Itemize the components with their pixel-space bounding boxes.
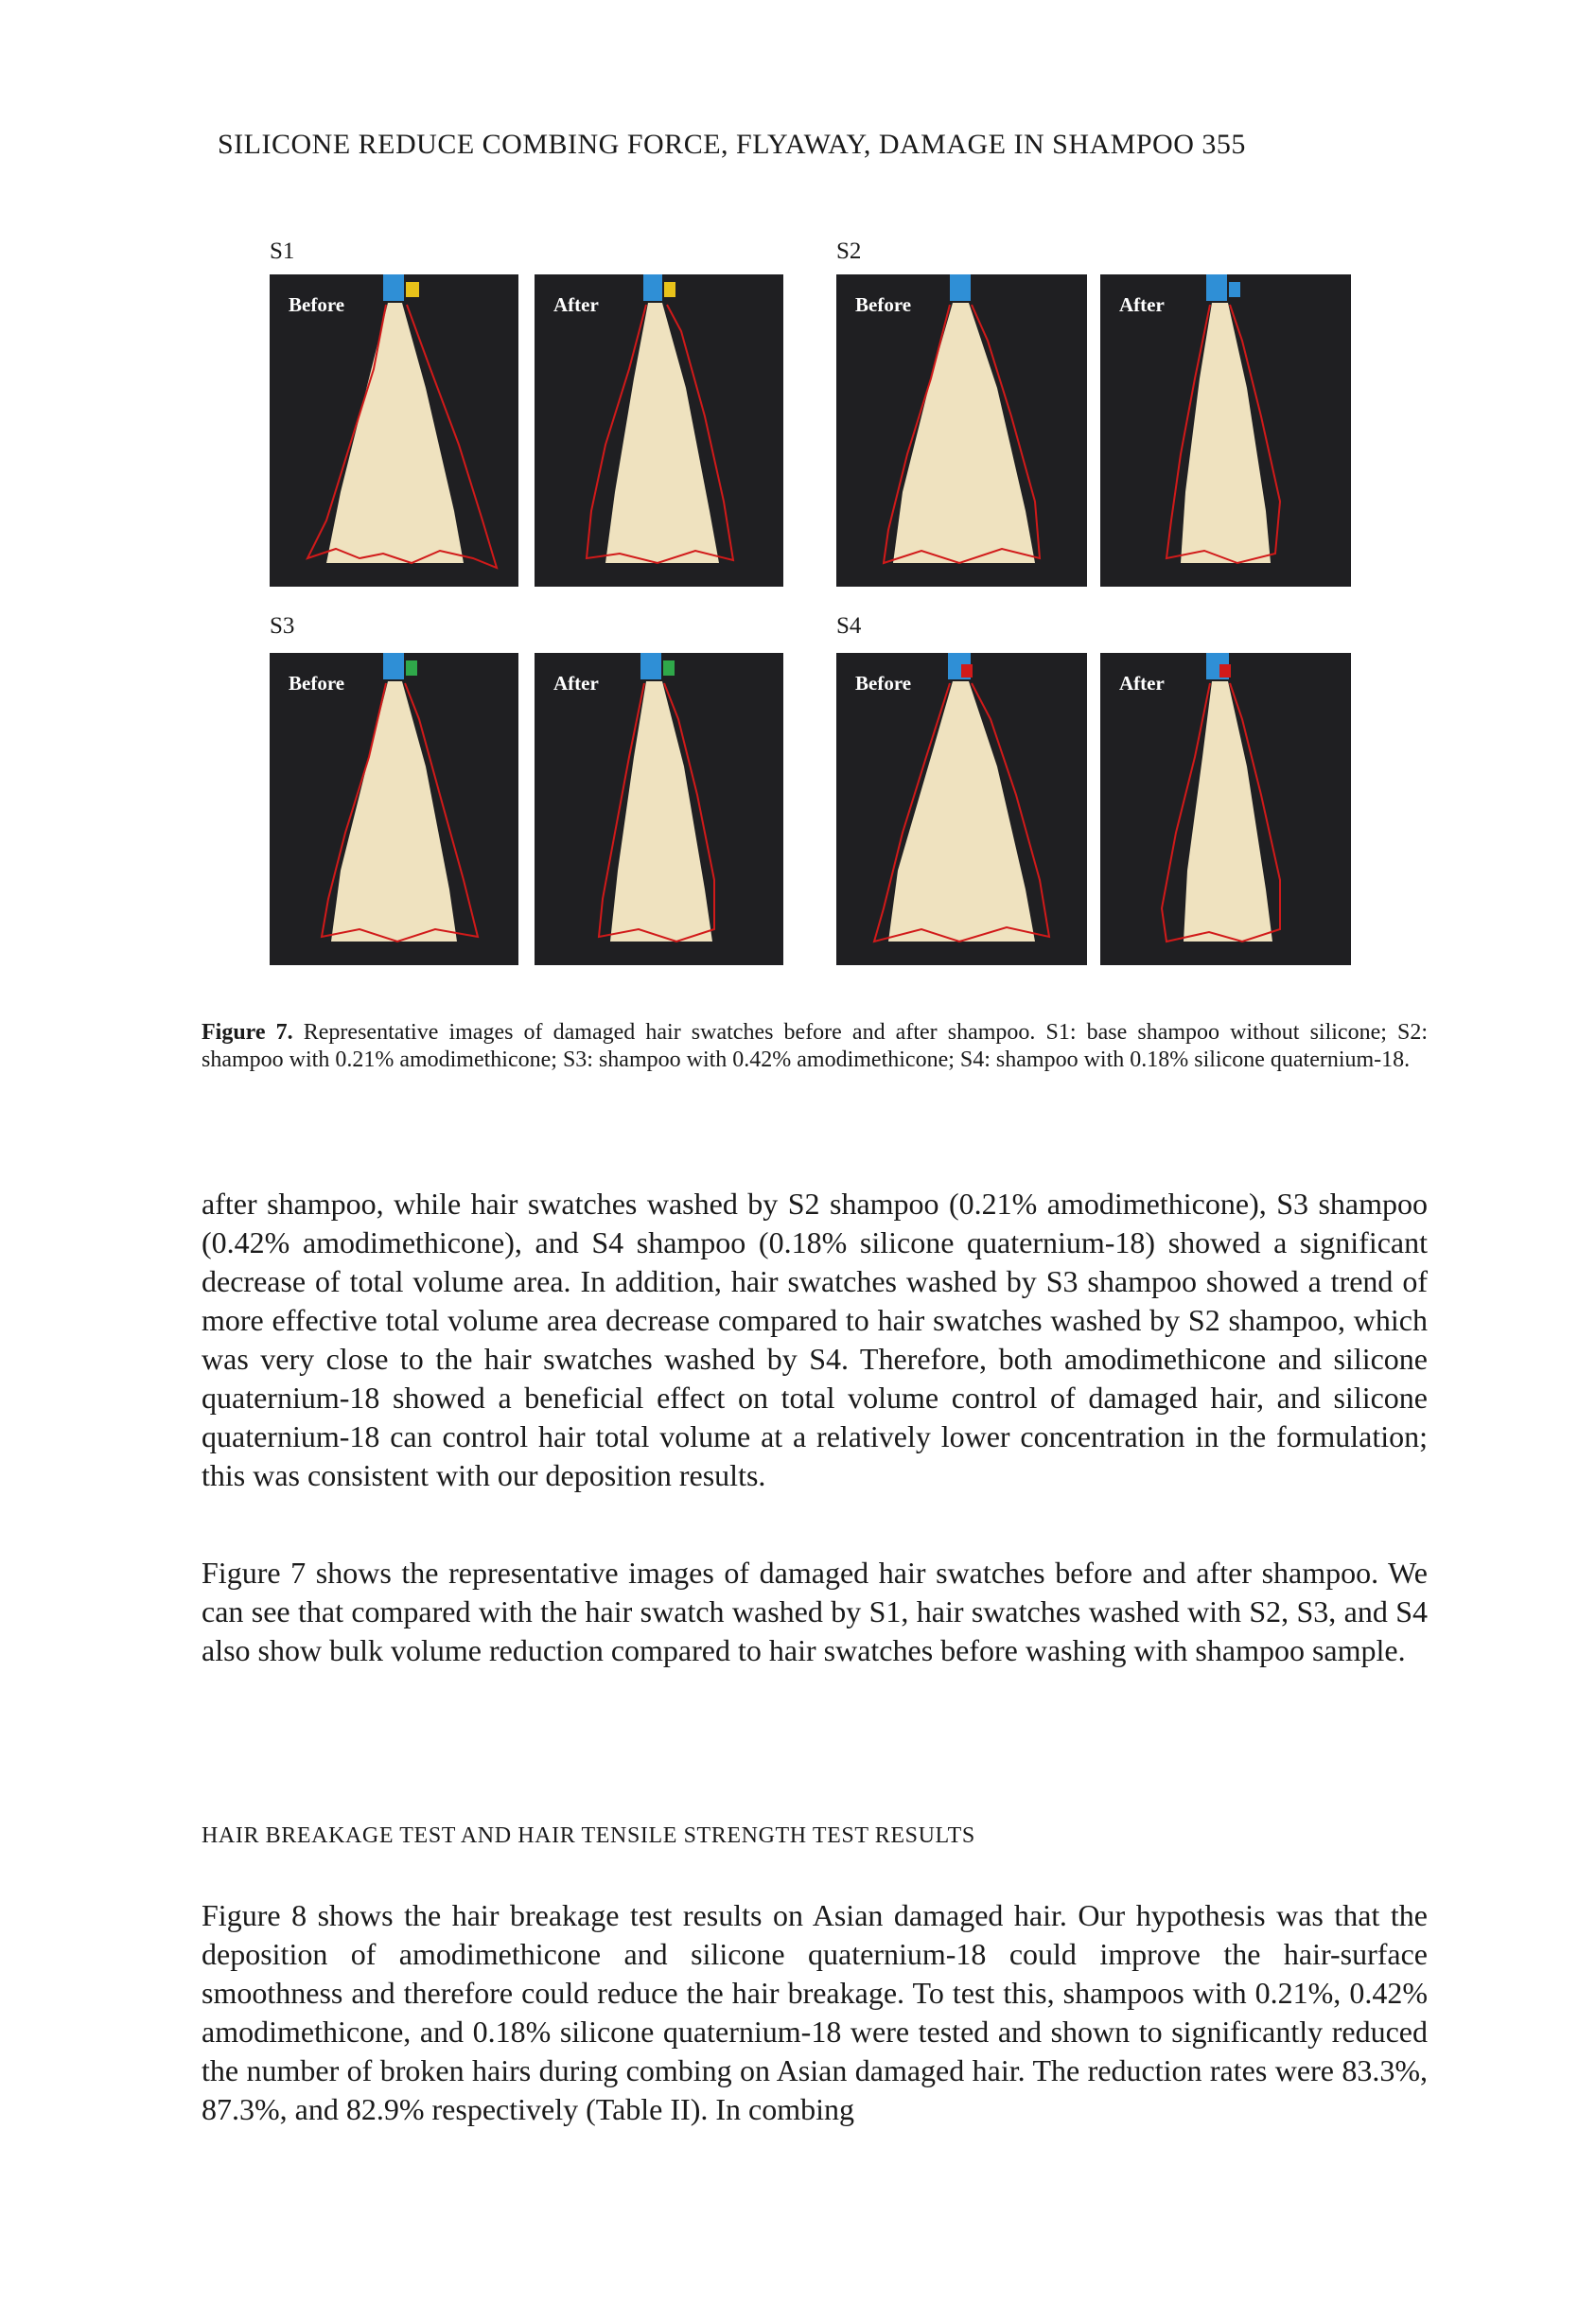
hair-swatch-image — [1100, 653, 1351, 965]
hair-swatch-image — [1100, 274, 1351, 587]
s4-after-photo — [1100, 653, 1351, 965]
s2-after-photo — [1100, 274, 1351, 587]
before-tag: Before — [855, 293, 912, 316]
figure-caption — [202, 1019, 1428, 1074]
paragraph-1: after shampoo, while hair swatches washed by S2 shampoo (0.21% amodimethicone), S3 shampoo (0.42% amodimethicone), and S4 shampoo (0.18% silicone quaternium-18) showed a significant decrease of total volume area. In addition, hair swatches washed by S3 shampoo showed a trend of more effective total volume area decrease compared to hair swatches washed by S2 shampoo, which was very close to the hair swatches washed by S4. Therefore, both amodimethicone and silicone quaternium-18 showed a beneficial effect on total volume control of damaged hair, and silicone quaternium-18 can control hair total volume at a relatively lower concentration in the formulation; this was consistent with our deposition results. — [202, 1187, 1428, 1492]
after-tag: After — [553, 293, 599, 316]
hair-swatch-image — [836, 274, 1087, 587]
after-tag: After — [1119, 293, 1165, 316]
hair-swatch-image — [270, 653, 518, 965]
after-tag: After — [553, 672, 599, 695]
s3-before-photo — [270, 653, 518, 965]
paragraph-3: Figure 8 shows the hair breakage test results on Asian damaged hair. Our hypothesis was that the deposition of amodimethicone and silicone quaternium-18 could improve the hair-surface smoothness and therefore could reduce the hair breakage. To test this, shampoos with 0.21%, 0.42% amodimethicone, and 0.18% silicone quaternium-18 were tested and shown to significantly reduced the number of broken hairs during combing on Asian damaged hair. The reduction rates were 83.3%, 87.3%, and 82.9% respectively (Table II). In combing — [202, 1898, 1428, 2126]
s2-before-photo — [836, 274, 1087, 587]
hair-swatch-image — [270, 274, 518, 587]
before-tag: Before — [289, 672, 345, 695]
s3-after-photo — [535, 653, 783, 965]
panel-label-s3: S3 — [270, 613, 295, 639]
caption-text: Representative images of damaged hair swatches before and after shampoo. S1: base shampoo without silicone; S2: shampoo with 0.21% amodimethicone; S3: shampoo with 0.42% amodimethicone; S4: shampoo with 0.18% silicone quaternium-18. — [202, 1020, 1429, 1072]
panel-label-s2: S2 — [836, 238, 862, 264]
section-heading: HAIR BREAKAGE TEST AND HAIR TENSILE STRENGTH TEST RESULTS — [202, 1823, 975, 1848]
before-tag: Before — [855, 672, 912, 695]
hair-swatch-image — [836, 653, 1087, 965]
s1-before-photo — [270, 274, 518, 587]
before-tag: Before — [289, 293, 345, 316]
panel-label-s4: S4 — [836, 613, 862, 639]
hair-swatch-image — [535, 274, 783, 587]
hair-swatch-image — [535, 653, 783, 965]
caption-label: Figure 7. — [202, 1020, 293, 1045]
panel-label-s1: S1 — [270, 238, 295, 264]
after-tag: After — [1119, 672, 1165, 695]
s1-after-photo — [535, 274, 783, 587]
paragraph-2: Figure 7 shows the representative images of damaged hair swatches before and after shampoo. We can see that compared with the hair swatch washed by S1, hair swatches washed with S2, S3, and S4 also show bulk volume reduction compared to hair swatches before washing with shampoo sample. — [202, 1556, 1428, 1667]
running-head: SILICONE REDUCE COMBING FORCE, FLYAWAY, DAMAGE IN SHAMPOO 355 — [218, 129, 1246, 160]
s4-before-photo — [836, 653, 1087, 965]
